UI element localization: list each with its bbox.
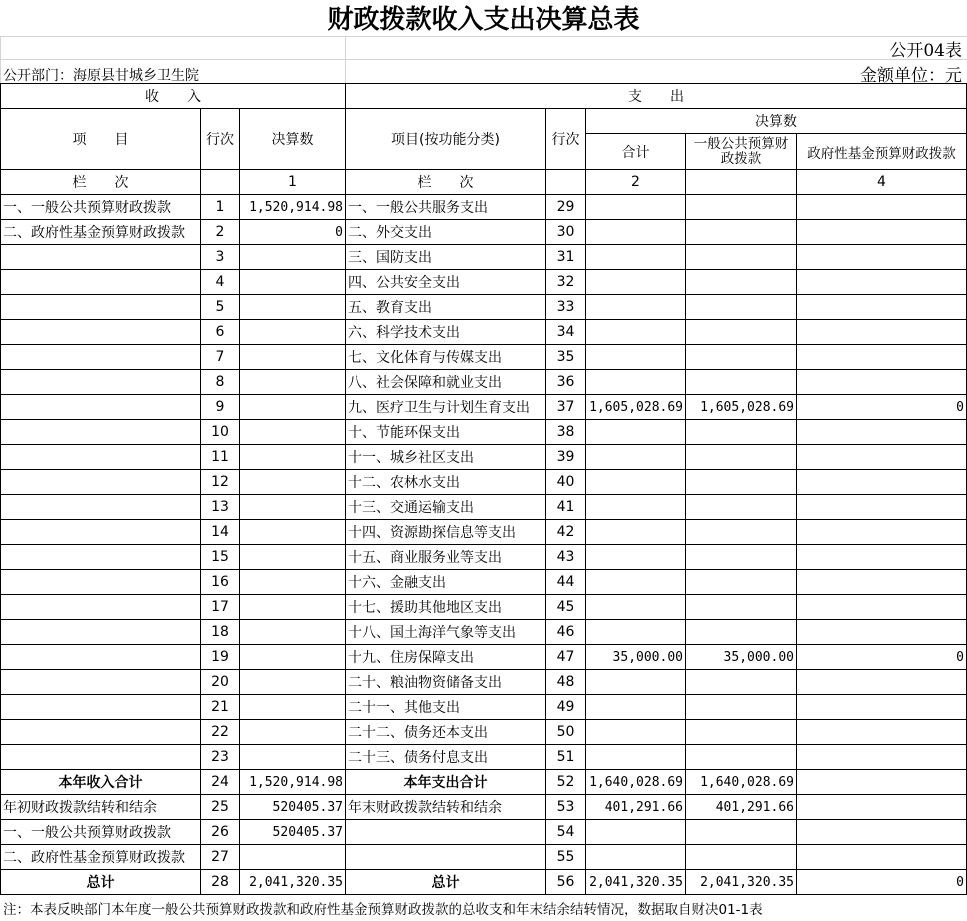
expense-line-no: 41 [546,495,586,520]
expense-item: 七、文化体育与传媒支出 [346,345,546,370]
income-item [1,320,201,345]
expense-total [586,595,686,620]
income-item: 年初财政拨款结转和结余 [1,795,201,820]
expense-general-budget: 1,605,028.69 [686,395,797,420]
expense-fund-budget: 0 [797,870,967,895]
expense-item: 十八、国土海洋气象等支出 [346,620,546,645]
expense-line-no: 33 [546,295,586,320]
expense-fund-budget [797,795,967,820]
expense-general-budget [686,470,797,495]
table-row [1,470,967,495]
income-amount [240,670,346,695]
expense-total [586,620,686,645]
expense-line-no: 56 [546,870,586,895]
income-item [1,620,201,645]
income-item [1,295,201,320]
column-number: 1 [240,170,346,195]
income-amount [240,745,346,770]
table-row [1,545,967,570]
expense-general-budget [686,370,797,395]
line-no-header-2: 行次 [546,109,586,170]
income-line-no: 24 [201,770,240,795]
income-amount [240,620,346,645]
income-line-no: 17 [201,595,240,620]
income-amount [240,395,346,420]
expense-fund-budget [797,845,967,870]
expense-item: 二十三、债务付息支出 [346,745,546,770]
income-line-no: 14 [201,520,240,545]
expense-total [586,345,686,370]
expense-line-no: 51 [546,745,586,770]
total-header: 合计 [586,134,686,170]
expense-fund-budget [797,595,967,620]
table-row [1,320,967,345]
expense-general-budget [686,245,797,270]
income-amount [240,320,346,345]
expense-total [586,745,686,770]
expense-item: 二十二、债务还本支出 [346,720,546,745]
table-row [1,420,967,445]
income-amount [240,370,346,395]
final-amount-header: 决算数 [240,109,346,170]
expense-general-budget [686,520,797,545]
table-row [1,595,967,620]
table-row [1,245,967,270]
income-line-no: 16 [201,570,240,595]
expense-total: 401,291.66 [586,795,686,820]
empty-cell [546,170,586,195]
expense-item: 十二、农林水支出 [346,470,546,495]
table-row [1,270,967,295]
income-amount [240,595,346,620]
income-line-no: 5 [201,295,240,320]
expense-general-budget [686,820,797,845]
expense-fund-budget [797,520,967,545]
income-line-no: 15 [201,545,240,570]
income-item: 二、政府性基金预算财政拨款 [1,220,201,245]
income-amount: 0 [240,220,346,245]
expense-general-budget: 401,291.66 [686,795,797,820]
expense-fund-budget [797,720,967,745]
expense-item: 八、社会保障和就业支出 [346,370,546,395]
expense-general-budget: 35,000.00 [686,645,797,670]
expense-total [586,295,686,320]
table-row [1,770,967,795]
column-label: 栏 次 [1,170,201,195]
table-row [1,370,967,395]
expense-line-no: 53 [546,795,586,820]
expense-total: 1,605,028.69 [586,395,686,420]
expense-general-budget [686,695,797,720]
expense-general-budget [686,445,797,470]
table-row [1,670,967,695]
department-row [0,60,967,86]
expense-line-no: 37 [546,395,586,420]
expense-general-budget [686,345,797,370]
expense-fund-budget [797,345,967,370]
income-amount [240,445,346,470]
expense-item: 十九、住房保障支出 [346,645,546,670]
expense-total [586,670,686,695]
expense-total [586,470,686,495]
form-code: 公开04表 [889,41,962,61]
income-item [1,645,201,670]
expense-line-no: 30 [546,220,586,245]
income-item [1,695,201,720]
expense-fund-budget: 0 [797,645,967,670]
expense-fund-budget [797,745,967,770]
expense-fund-budget [797,220,967,245]
income-line-no: 22 [201,720,240,745]
general-budget-header: 一般公共预算财政拨款 [686,134,797,170]
expense-total [586,845,686,870]
expense-general-budget [686,545,797,570]
department-label: 公开部门：海原县甘城乡卫生院 [3,68,199,84]
income-amount [240,470,346,495]
page-title: 财政拨款收入支出决算总表 [327,5,640,35]
expense-general-budget [686,845,797,870]
expense-general-budget [686,720,797,745]
income-amount [240,295,346,320]
income-amount: 520405.37 [240,820,346,845]
income-item: 二、政府性基金预算财政拨款 [1,845,201,870]
expense-fund-budget [797,620,967,645]
expense-general-budget: 1,640,028.69 [686,770,797,795]
column-number: 4 [797,170,967,195]
table-row [1,520,967,545]
expense-fund-budget [797,195,967,220]
income-line-no: 26 [201,820,240,845]
income-item [1,270,201,295]
func-item-header: 项目(按功能分类) [346,109,546,170]
form-code-row [0,36,967,61]
table-row [1,220,967,245]
expense-fund-budget [797,545,967,570]
income-amount [240,520,346,545]
table-row [1,295,967,320]
income-amount [240,270,346,295]
expense-item: 一、一般公共服务支出 [346,195,546,220]
expense-fund-budget [797,570,967,595]
expense-item: 十三、交通运输支出 [346,495,546,520]
income-line-no: 8 [201,370,240,395]
income-item [1,345,201,370]
table-row [1,845,967,870]
expense-item: 二、外交支出 [346,220,546,245]
expense-item: 五、教育支出 [346,295,546,320]
expense-item: 十七、援助其他地区支出 [346,595,546,620]
expense-line-no: 29 [546,195,586,220]
income-line-no: 20 [201,670,240,695]
income-line-no: 9 [201,395,240,420]
expense-total: 1,640,028.69 [586,770,686,795]
income-amount: 520405.37 [240,795,346,820]
income-item [1,520,201,545]
expense-item: 十五、商业服务业等支出 [346,545,546,570]
expense-fund-budget [797,820,967,845]
income-line-no: 11 [201,445,240,470]
income-amount [240,570,346,595]
expense-line-no: 43 [546,545,586,570]
income-line-no: 12 [201,470,240,495]
column-number: 2 [586,170,686,195]
expense-fund-budget [797,495,967,520]
table-row [1,195,967,220]
expense-line-no: 49 [546,695,586,720]
income-line-no: 10 [201,420,240,445]
line-no-header: 行次 [201,109,240,170]
income-amount [240,720,346,745]
expense-general-budget [686,220,797,245]
expense-fund-budget [797,695,967,720]
income-amount [240,345,346,370]
income-amount [240,695,346,720]
income-amount: 1,520,914.98 [240,195,346,220]
expense-line-no: 47 [546,645,586,670]
expense-fund-budget [797,670,967,695]
expense-general-budget [686,320,797,345]
table-row [1,620,967,645]
expense-fund-budget [797,470,967,495]
expense-general-budget [686,295,797,320]
expense-line-no: 40 [546,470,586,495]
expense-fund-budget [797,270,967,295]
table-row [1,720,967,745]
income-amount [240,245,346,270]
expense-general-budget: 2,041,320.35 [686,870,797,895]
expense-item: 四、公共安全支出 [346,270,546,295]
expense-total [586,695,686,720]
expense-item: 六、科学技术支出 [346,320,546,345]
income-amount: 2,041,320.35 [240,870,346,895]
expense-total [586,495,686,520]
expense-general-budget [686,420,797,445]
expense-line-no: 54 [546,820,586,845]
table-row [1,795,967,820]
expense-line-no: 50 [546,720,586,745]
income-line-no: 21 [201,695,240,720]
expense-general-budget [686,620,797,645]
item-header: 项 目 [1,109,201,170]
expense-item: 十一、城乡社区支出 [346,445,546,470]
table-row [1,695,967,720]
expense-total [586,420,686,445]
income-item [1,495,201,520]
expense-fund-budget [797,445,967,470]
expense-fund-budget [797,420,967,445]
expense-general-budget [686,195,797,220]
expense-item: 三、国防支出 [346,245,546,270]
expense-line-no: 46 [546,620,586,645]
expense-line-no: 36 [546,370,586,395]
income-item: 总计 [1,870,201,895]
income-line-no: 25 [201,795,240,820]
expense-general-budget [686,745,797,770]
column-label: 栏 次 [346,170,546,195]
expense-fund-budget [797,320,967,345]
expense-total [586,245,686,270]
expense-line-no: 52 [546,770,586,795]
expense-item: 年末财政拨款结转和结余 [346,795,546,820]
empty-cell [201,170,240,195]
expense-total [586,570,686,595]
expense-line-no: 31 [546,245,586,270]
expense-line-no: 55 [546,845,586,870]
expense-line-no: 48 [546,670,586,695]
footnote: 注：本表反映部门本年度一般公共预算财政拨款和政府性基金预算财政拨款的总收支和年末结余结转情况，数据取自财决01-1表 [3,902,763,918]
income-item: 一、一般公共预算财政拨款 [1,820,201,845]
expense-item: 十六、金融支出 [346,570,546,595]
income-line-no: 28 [201,870,240,895]
expense-total: 35,000.00 [586,645,686,670]
income-line-no: 3 [201,245,240,270]
table-row [1,495,967,520]
income-item [1,570,201,595]
table-row [1,645,967,670]
income-item [1,395,201,420]
income-line-no: 13 [201,495,240,520]
expense-line-no: 34 [546,320,586,345]
expense-item [346,820,546,845]
expense-total: 2,041,320.35 [586,870,686,895]
income-item [1,670,201,695]
income-amount [240,645,346,670]
income-line-no: 19 [201,645,240,670]
table-row [1,870,967,895]
table-row [1,570,967,595]
expense-fund-budget: 0 [797,395,967,420]
expense-line-no: 44 [546,570,586,595]
income-line-no: 4 [201,270,240,295]
expense-total [586,370,686,395]
income-line-no: 7 [201,345,240,370]
income-item [1,470,201,495]
income-item [1,370,201,395]
income-item [1,745,201,770]
income-line-no: 6 [201,320,240,345]
expense-item: 本年支出合计 [346,770,546,795]
table-row [1,820,967,845]
expense-total [586,520,686,545]
income-amount [240,420,346,445]
expense-total [586,720,686,745]
income-item [1,595,201,620]
expense-general-budget [686,670,797,695]
expense-general-budget [686,495,797,520]
expense-general-budget [686,595,797,620]
table-row [1,445,967,470]
income-item [1,720,201,745]
expense-line-no: 35 [546,345,586,370]
expense-fund-budget [797,770,967,795]
expense-line-no: 32 [546,270,586,295]
income-amount [240,545,346,570]
income-item: 本年收入合计 [1,770,201,795]
expense-line-no: 39 [546,445,586,470]
table-row [1,395,967,420]
expense-total [586,195,686,220]
expense-total [586,545,686,570]
final-amount-header-2: 决算数 [586,109,967,134]
expense-item: 九、医疗卫生与计划生育支出 [346,395,546,420]
expense-total [586,820,686,845]
income-line-no: 18 [201,620,240,645]
expense-total [586,220,686,245]
expense-item: 二十一、其他支出 [346,695,546,720]
income-amount: 1,520,914.98 [240,770,346,795]
income-line-no: 2 [201,220,240,245]
income-item [1,445,201,470]
expense-general-budget [686,270,797,295]
expense-item: 总计 [346,870,546,895]
expense-item: 十四、资源勘探信息等支出 [346,520,546,545]
expense-line-no: 38 [546,420,586,445]
income-line-no: 27 [201,845,240,870]
expense-fund-budget [797,295,967,320]
table-row [1,345,967,370]
expense-total [586,270,686,295]
income-line-no: 23 [201,745,240,770]
fund-budget-header: 政府性基金预算财政拨款 [797,134,967,170]
income-item [1,545,201,570]
expense-fund-budget [797,245,967,270]
income-line-no: 1 [201,195,240,220]
fiscal-table [0,83,967,895]
expense-item: 十、节能环保支出 [346,420,546,445]
expense-fund-budget [797,370,967,395]
expense-general-budget [686,570,797,595]
expense-item: 二十、粮油物资储备支出 [346,670,546,695]
table-row [1,745,967,770]
empty-cell [686,170,797,195]
expense-total [586,320,686,345]
expense-item [346,845,546,870]
income-item [1,420,201,445]
income-item [1,245,201,270]
expense-line-no: 45 [546,595,586,620]
unit-label: 金额单位：元 [860,66,962,86]
income-amount [240,495,346,520]
income-header: 收 入 [1,84,346,109]
expense-header: 支 出 [346,84,967,109]
income-item: 一、一般公共预算财政拨款 [1,195,201,220]
expense-line-no: 42 [546,520,586,545]
income-amount [240,845,346,870]
expense-total [586,445,686,470]
